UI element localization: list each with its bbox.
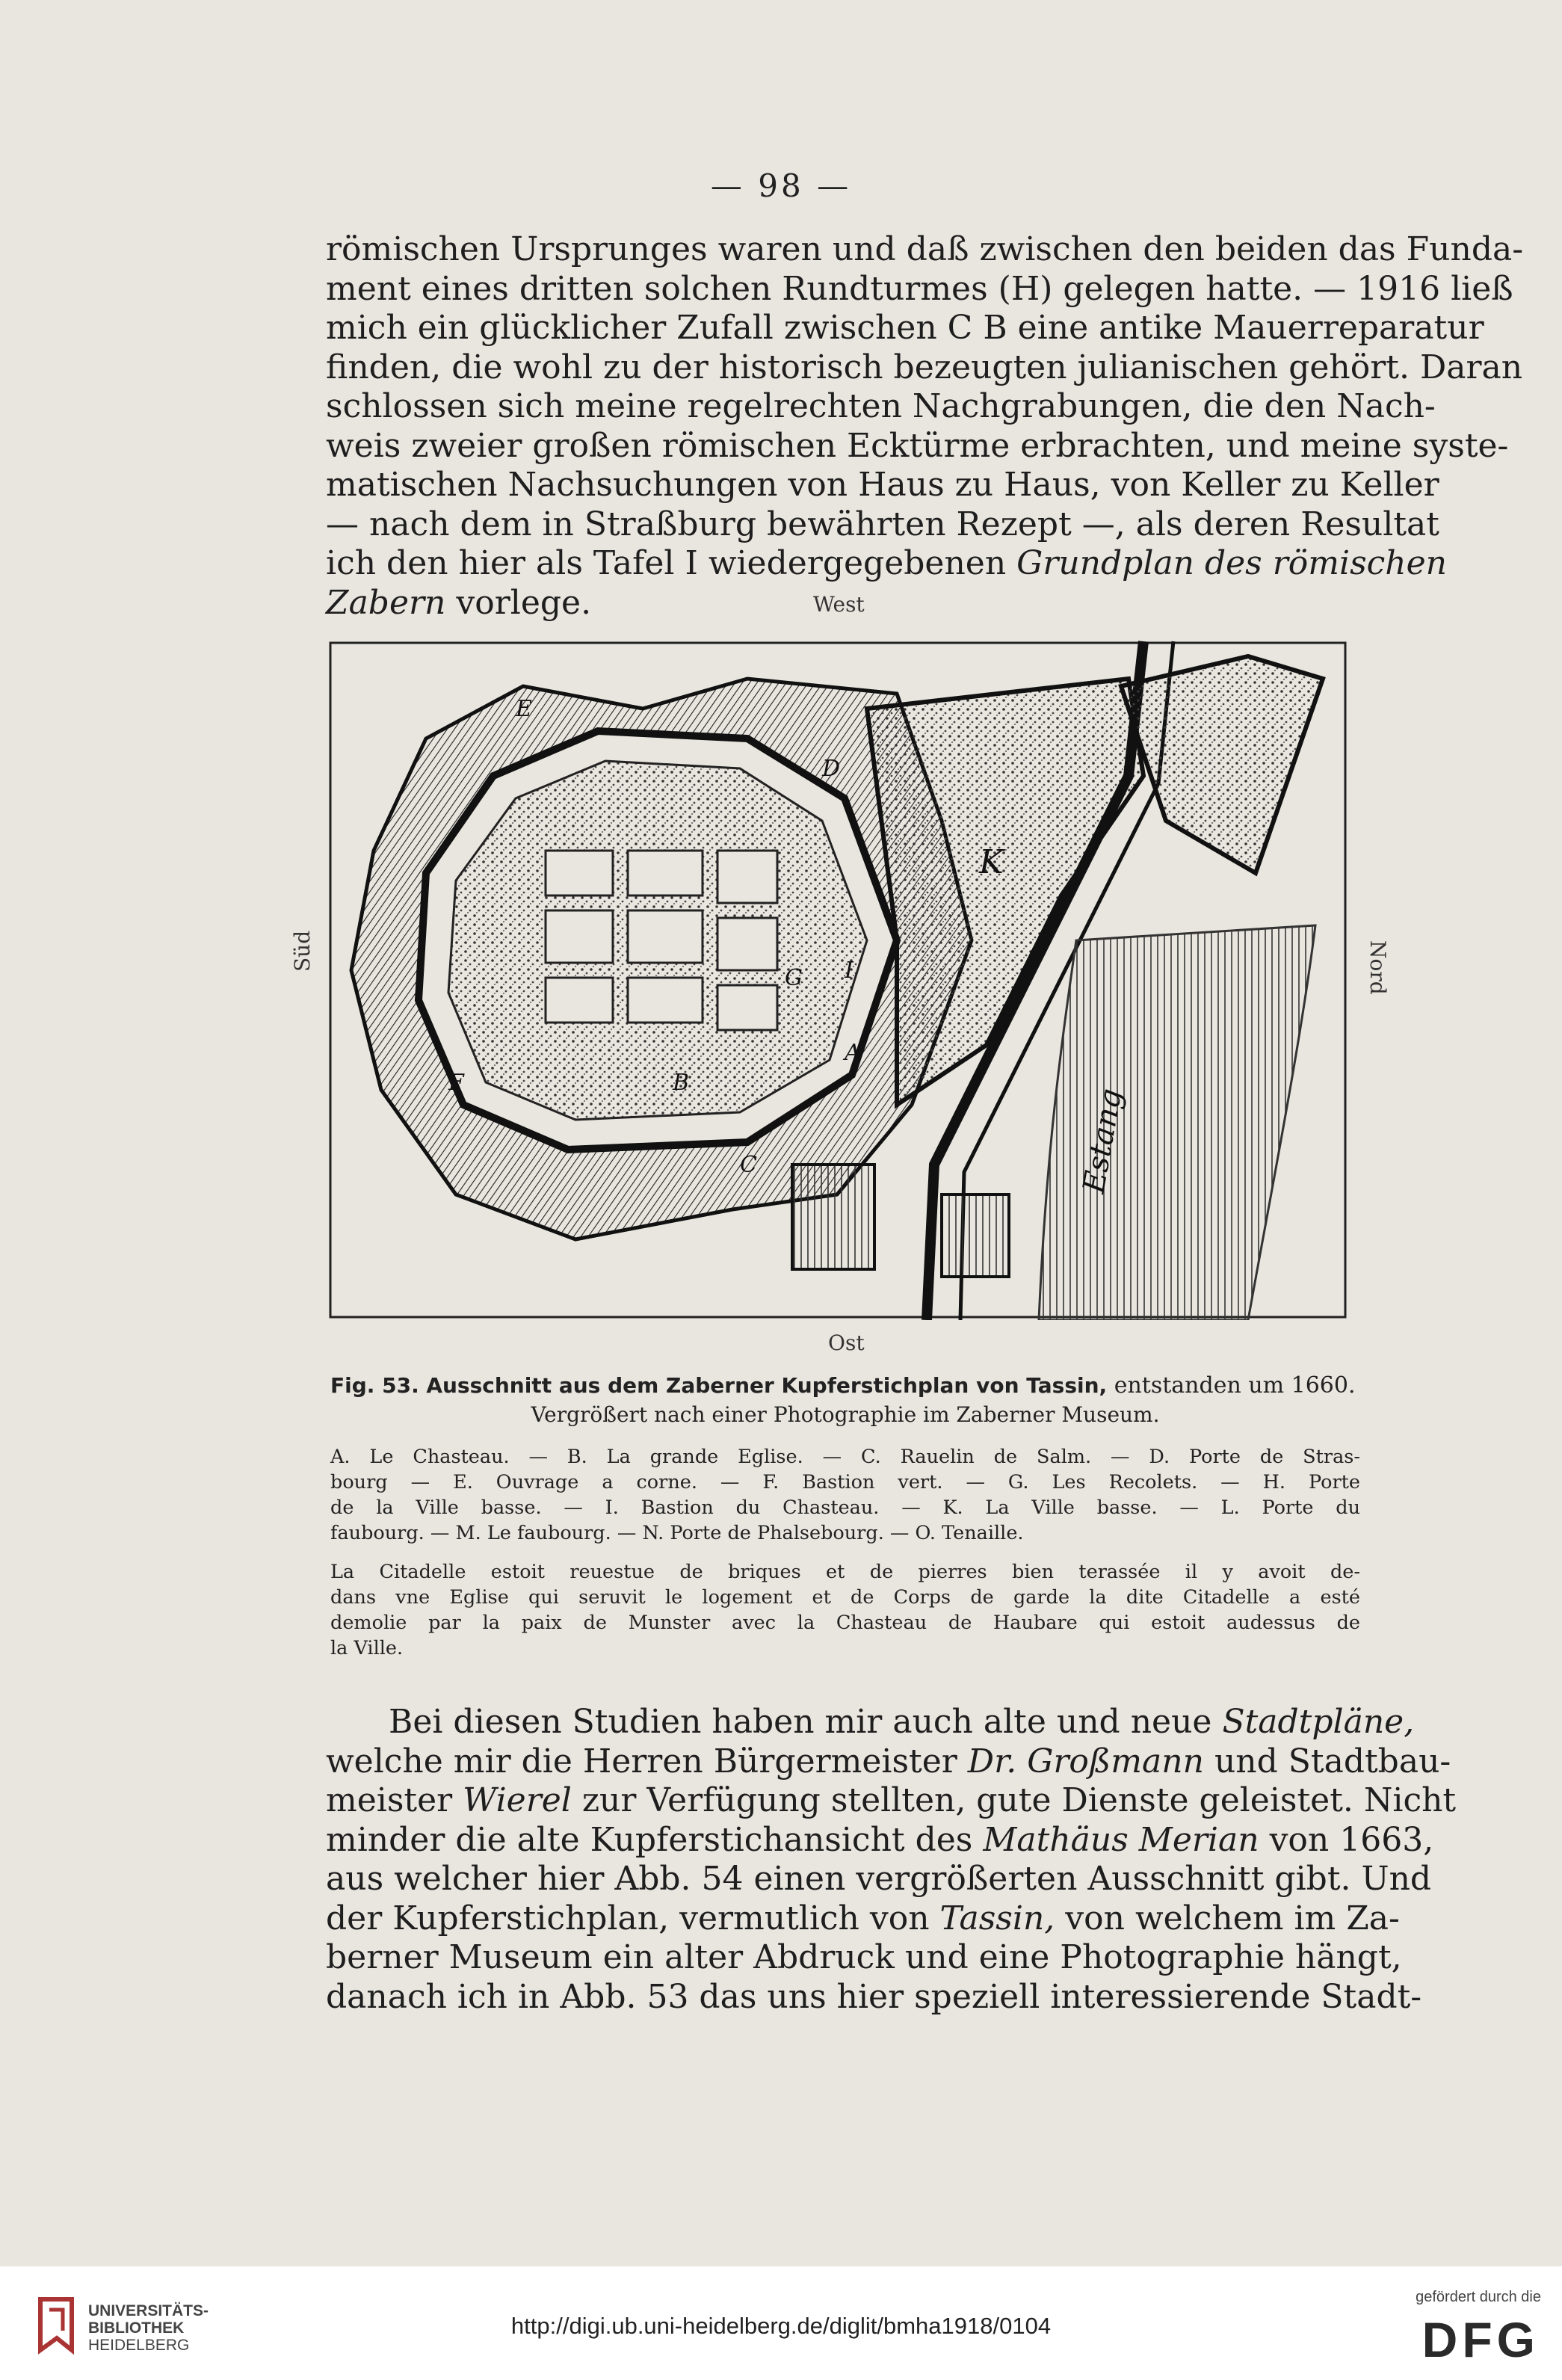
legend-line: bourg — E. Ouvrage a corne. — F. Bastion vert. — G. Les Recolets. — H. Porte xyxy=(330,1471,1360,1493)
text-line: der Kupferstichplan, vermutlich von Tassin, von welchem im Za- xyxy=(326,1899,1400,1937)
text-line: welche mir die Herren Bürgermeister Dr. Großmann und Stadtbau- xyxy=(326,1742,1451,1781)
map-letter-e: E xyxy=(516,696,532,722)
legend-line: A. Le Chasteau. — B. La grande Eglise. — C. Rauelin de Salm. — D. Porte de Stras- xyxy=(330,1446,1360,1468)
text-line: schlossen sich meine regelrechten Nachgrabungen, die den Nach- xyxy=(326,387,1436,425)
text-line: mich ein glücklicher Zufall zwischen C B eine antike Mauerreparatur xyxy=(326,309,1484,347)
text-line: minder die alte Kupferstichansicht des Mathäus Merian von 1663, xyxy=(326,1820,1434,1859)
text-line: matischen Nachsuchungen von Haus zu Haus, von Keller zu Keller xyxy=(326,466,1439,504)
text-line: Bei diesen Studien haben mir auch alte und neue Stadtpläne, xyxy=(389,1703,1415,1741)
map-letter-d: D xyxy=(822,756,841,782)
note-line: La Citadelle estoit reuestue de briques et de pierres bien terassée il y avoit de- xyxy=(330,1561,1360,1583)
map-legend xyxy=(330,1444,1360,1546)
map-letter-c: C xyxy=(740,1152,757,1178)
citadel-note xyxy=(330,1559,1360,1661)
legend-line: de la Ville basse. — I. Bastion du Chasteau. — K. La Ville basse. — L. Porte du xyxy=(330,1496,1360,1519)
text-line: weis zweier großen römischen Ecktürme erbrachten, und meine syste- xyxy=(326,426,1509,465)
text-line: Zabern vorlege. xyxy=(326,583,592,622)
caption-fig-number: Fig. 53. xyxy=(330,1373,419,1398)
footer-bar xyxy=(0,2266,1562,2380)
page-number: — 98 — xyxy=(710,167,852,204)
note-line: dans vne Eglise qui seruvit le logement et de Corps de garde la dite Citadelle a esté xyxy=(330,1586,1360,1609)
map-letter-f: F xyxy=(448,1070,464,1096)
caption-title-rest: entstanden um 1660. xyxy=(1107,1372,1356,1399)
text-line: aus welcher hier Abb. 54 einen vergrößerten Ausschnitt gibt. Und xyxy=(326,1860,1432,1898)
map-letter-b: B xyxy=(673,1070,690,1096)
source-url-link[interactable]: http://digi.ub.uni-heidelberg.de/diglit/bmha1918/0104 xyxy=(510,2313,1052,2339)
text-line: ment eines dritten solchen Rundturmes (H) gelegen hatte. — 1916 ließ xyxy=(326,269,1513,308)
dfg-logo: DFG xyxy=(1421,2312,1540,2367)
text-line: finden, die wohl zu der historisch bezeugten julianischen gehört. Daran xyxy=(326,348,1523,386)
legend-line: faubourg. — M. Le faubourg. — N. Porte de Phalsebourg. — O. Tenaille. xyxy=(330,1522,1024,1544)
caption-title xyxy=(330,1371,1360,1401)
text-line: — nach dem in Straßburg bewährten Rezept —, als deren Resultat xyxy=(326,505,1439,543)
note-line: la Ville. xyxy=(330,1637,404,1659)
paragraph-1 xyxy=(326,230,1524,623)
caption-title-bold: Ausschnitt aus dem Zaberner Kupferstichplan von Tassin, xyxy=(426,1373,1108,1398)
figure-caption xyxy=(330,1371,1360,1429)
paragraph-2 xyxy=(326,1703,1457,2017)
map-letter-i: I xyxy=(845,958,853,984)
map-letter-k: K xyxy=(979,843,1004,881)
map-label-sud: Süd xyxy=(290,930,315,972)
map-letter-a: A xyxy=(845,1040,861,1066)
text-line: danach ich in Abb. 53 das uns hier speziell interessierende Stadt- xyxy=(326,1977,1422,2016)
library-name: UNIVERSITÄTS- BIBLIOTHEK HEIDELBERG xyxy=(88,2302,209,2354)
text-line: meister Wierel zur Verfügung stellten, gute Dienste geleistet. Nicht xyxy=(326,1781,1457,1819)
map-label-west: West xyxy=(813,592,865,617)
note-line: demolie par la paix de Munster avec la Chasteau de Haubare qui estoit audessus de xyxy=(330,1612,1360,1634)
map-letter-g: G xyxy=(785,965,803,991)
fortress-plan-engraving xyxy=(329,626,1360,1320)
funded-by-label: gefördert durch die xyxy=(1416,2289,1541,2305)
map-label-nord: Nord xyxy=(1365,940,1390,995)
map-label-river: Estang xyxy=(1076,1085,1129,1196)
map-label-ost: Ost xyxy=(828,1331,865,1355)
text-line: berner Museum ein alter Abdruck und eine Photographie hängt, xyxy=(326,1938,1402,1976)
caption-subtitle: Vergrößert nach einer Photographie im Zaberner Museum. xyxy=(531,1402,1160,1427)
text-line: ich den hier als Tafel I wiedergegebenen Grundplan des römischen xyxy=(326,544,1448,582)
text-line: römischen Ursprunges waren und daß zwischen den beiden das Funda- xyxy=(326,230,1524,268)
